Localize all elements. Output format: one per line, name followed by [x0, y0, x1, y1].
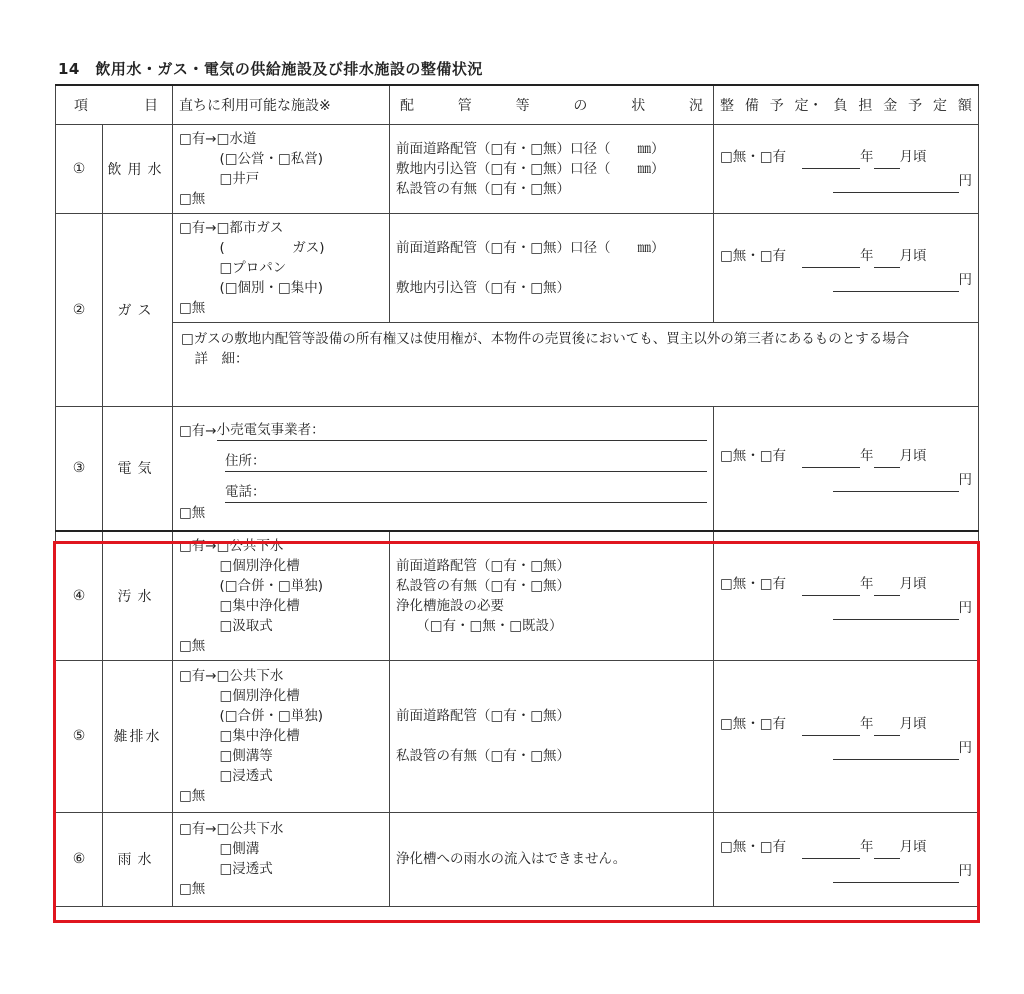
row-name: 雨水: [103, 812, 173, 906]
row-sewage: [56, 531, 979, 661]
yen-label: 円: [958, 740, 972, 756]
header-plan-char: 負: [833, 98, 848, 114]
phone-field[interactable]: [266, 485, 708, 503]
row-water: [56, 125, 979, 214]
retailer-field[interactable]: [325, 423, 707, 441]
electric-details: [173, 410, 713, 527]
month-label: 月頃: [899, 149, 927, 165]
amount-field[interactable]: [833, 176, 959, 193]
facility-options[interactable]: □有→□公共下水 □個別浄化槽 (□合併・□単独) □集中浄化槽 □側溝等 □浸透式 □無: [179, 668, 324, 804]
year-field[interactable]: [802, 579, 860, 596]
year-label: 年: [860, 716, 874, 732]
plan-cell[interactable]: [714, 125, 979, 214]
month-field[interactable]: [874, 719, 900, 736]
facility-options[interactable]: □有→□水道 (□公営・□私営) □井戸 □無: [179, 131, 324, 207]
header-plan-char: 整: [720, 98, 734, 114]
month-label: 月頃: [899, 448, 927, 465]
plan-cell[interactable]: [714, 531, 979, 661]
header-plan: [714, 85, 979, 125]
plan-choice[interactable]: □無・□有: [720, 575, 787, 592]
month-field[interactable]: [874, 579, 900, 596]
header-plan-char: 備: [744, 98, 759, 114]
facility-options[interactable]: □有→□公共下水 □個別浄化槽 (□合併・□単独) □集中浄化槽 □汲取式 □無: [179, 537, 324, 654]
electric-has[interactable]: □有→: [179, 422, 217, 439]
yen-label: 円: [958, 272, 972, 288]
section-title: 14 飲用水・ガス・電気の供給施設及び排水施設の整備状況: [58, 60, 483, 78]
year-field[interactable]: [802, 152, 860, 169]
year-label: 年: [860, 248, 874, 264]
month-field[interactable]: [874, 152, 900, 169]
header-plan-char: 金: [883, 98, 898, 114]
phone-label: 電話：: [225, 482, 266, 503]
header-plan-char: 定: [933, 98, 947, 114]
header-piping-char: の: [573, 98, 588, 114]
piping-status[interactable]: 前面道路配管（□有・□無） 私設管の有無（□有・□無）: [396, 708, 571, 764]
row-name: 飲用水: [103, 125, 173, 214]
header-piping-char: 状: [631, 98, 646, 114]
year-label: 年: [860, 448, 874, 465]
month-label: 月頃: [899, 839, 927, 855]
yen-label: 円: [958, 472, 972, 489]
plan-cell[interactable]: [714, 214, 979, 323]
header-available-label: 直ちに利用可能な施設※: [179, 98, 331, 114]
electric-none[interactable]: □無: [179, 504, 206, 521]
yen-label: 円: [958, 599, 972, 616]
amount-field[interactable]: [833, 743, 959, 760]
row-number: ⑤: [56, 660, 103, 812]
year-label: 年: [860, 839, 874, 855]
month-label: 月頃: [899, 716, 927, 732]
year-field[interactable]: [802, 842, 860, 859]
plan-block: [714, 444, 978, 492]
row-number: ③: [56, 407, 103, 531]
row-name: 電気: [103, 407, 173, 531]
plan-choice[interactable]: □無・□有: [720, 149, 787, 165]
month-label: 月頃: [899, 575, 927, 592]
plan-block: [714, 244, 978, 292]
header-piping: [390, 85, 714, 125]
amount-field[interactable]: [833, 603, 959, 620]
plan-cell[interactable]: [714, 660, 979, 812]
row-number: ②: [56, 214, 103, 407]
row-number: ④: [56, 531, 103, 661]
header-plan-char: 額: [957, 98, 972, 114]
header-available: [173, 85, 390, 125]
month-label: 月頃: [899, 248, 927, 264]
header-item-a: 項: [74, 98, 88, 114]
retailer-label: 小売電気事業者：: [217, 420, 325, 441]
plan-block: [714, 835, 978, 883]
plan-block: [714, 145, 978, 193]
header-plan-char: 担: [858, 98, 873, 114]
header-plan-char: 予: [769, 98, 784, 114]
yen-label: 円: [958, 863, 972, 879]
row-graywater: [56, 660, 979, 812]
row-number: ①: [56, 125, 103, 214]
header-item: [56, 85, 173, 125]
amount-field[interactable]: [833, 866, 959, 883]
address-label: 住所：: [225, 451, 266, 472]
year-field[interactable]: [802, 451, 860, 468]
gas-ownership-note[interactable]: [173, 323, 978, 393]
header-plan-char: 予: [908, 98, 923, 114]
plan-choice[interactable]: □無・□有: [720, 248, 787, 264]
gas-note-detail: 詳 細：: [181, 351, 249, 367]
row-gas-note: [56, 323, 979, 407]
month-field[interactable]: [874, 251, 900, 268]
header-piping-char: 況: [688, 98, 703, 114]
row-electric: [56, 407, 979, 531]
facility-options[interactable]: □有→□公共下水 □側溝 □浸透式 □無: [179, 821, 284, 897]
piping-status[interactable]: 前面道路配管（□有・□無）口径（ ㎜） 敷地内引込管（□有・□無）: [396, 240, 665, 296]
header-piping-char: 等: [515, 98, 530, 114]
piping-status[interactable]: 浄化槽への雨水の流入はできません。: [396, 851, 627, 867]
facility-options[interactable]: □有→□都市ガス ( ガス) □プロパン (□個別・□集中) □無: [179, 220, 325, 316]
plan-cell[interactable]: [714, 407, 979, 531]
piping-status[interactable]: 前面道路配管（□有・□無） 私設管の有無（□有・□無） 浄化槽施設の必要 （□有・□無・□既設）: [396, 557, 571, 634]
amount-field[interactable]: [833, 275, 959, 292]
utilities-table: [55, 84, 979, 907]
plan-choice[interactable]: □無・□有: [720, 839, 787, 855]
row-number: ⑥: [56, 812, 103, 906]
table-header-row: [56, 85, 979, 125]
year-label: 年: [860, 149, 874, 165]
month-field[interactable]: [874, 842, 900, 859]
plan-block: [714, 712, 978, 760]
header-piping-char: 配: [400, 98, 414, 114]
amount-field[interactable]: [833, 475, 959, 492]
header-piping-char: 管: [457, 98, 472, 114]
year-field[interactable]: [802, 251, 860, 268]
plan-choice[interactable]: □無・□有: [720, 448, 787, 465]
plan-block: [714, 572, 978, 620]
year-field[interactable]: [802, 719, 860, 736]
gas-note-line1: □ガスの敷地内配管等設備の所有権又は使用権が、本物件の売買後においても、買主以外の第三者にあるものとする場合: [181, 331, 910, 347]
month-field[interactable]: [874, 451, 900, 468]
row-name: ガス: [103, 214, 173, 407]
plan-cell[interactable]: [714, 812, 979, 906]
row-name: 雑排水: [103, 660, 173, 812]
year-label: 年: [860, 575, 874, 592]
header-plan-char: 定・: [794, 98, 823, 114]
plan-choice[interactable]: □無・□有: [720, 716, 787, 732]
piping-status[interactable]: 前面道路配管（□有・□無）口径（ ㎜） 敷地内引込管（□有・□無）口径（ ㎜） 私設管の有無（□有・□無）: [396, 141, 665, 197]
header-item-b: 目: [144, 98, 158, 114]
row-name: 汚水: [103, 531, 173, 661]
yen-label: 円: [958, 173, 972, 189]
row-gas: [56, 214, 979, 323]
row-rain: [56, 812, 979, 906]
address-field[interactable]: [266, 454, 708, 472]
